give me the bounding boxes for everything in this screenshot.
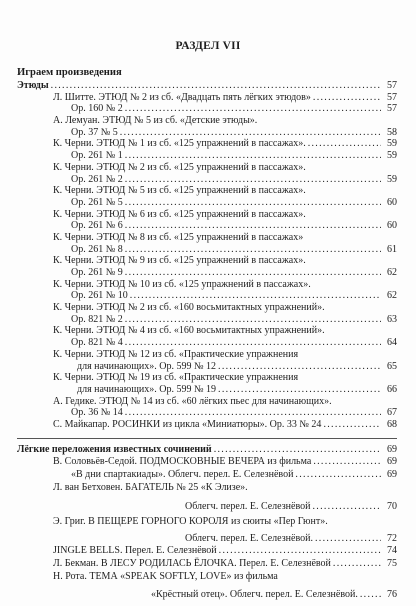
- toc-entry[interactable]: [17, 456, 397, 469]
- toc-entry[interactable]: [17, 545, 397, 558]
- arrangements-label: Лёгкие переложения известных сочинений: [17, 444, 212, 455]
- entry-text: Ор. 821 № 4: [71, 337, 123, 349]
- toc-entry[interactable]: [17, 528, 397, 545]
- page-number: 74: [387, 544, 397, 556]
- toc-entry[interactable]: [17, 92, 397, 104]
- entry-text: К. Черни. ЭТЮД № 10 из сб. «125 упражнений в пассажах».: [53, 278, 311, 290]
- page-number: 57: [387, 91, 397, 103]
- page-number: 57: [387, 80, 397, 91]
- toc-entry[interactable]: [17, 220, 397, 232]
- arrangements-heading-row[interactable]: [17, 444, 397, 456]
- page-number: 60: [387, 196, 397, 208]
- leader-dots: [315, 533, 381, 545]
- page-number: 57: [387, 103, 397, 115]
- entry-text: Ор. 37 № 5: [71, 126, 118, 138]
- entry-text: К. Черни. ЭТЮД № 4 из сб. «160 восьмитактных упражнений».: [53, 325, 325, 337]
- etudes-block: [17, 80, 397, 431]
- toc-entry[interactable]: [17, 337, 397, 349]
- page-number: 75: [387, 557, 397, 569]
- page-number: 69: [387, 468, 397, 480]
- toc-entry[interactable]: [17, 407, 397, 419]
- entry-text: Э. Григ. В ПЕЩЕРЕ ГОРНОГО КОРОЛЯ из сюиты «Пер Гюнт».: [53, 515, 328, 527]
- toc-entry[interactable]: [17, 495, 397, 513]
- toc-entry[interactable]: [17, 571, 397, 584]
- entry-text: К. Черни. ЭТЮД № 1 из сб. «125 упражнений в пассажах».: [53, 138, 306, 150]
- leader-dots: [125, 197, 381, 209]
- toc-entry[interactable]: [17, 209, 397, 221]
- toc-entry[interactable]: [17, 314, 397, 326]
- toc-entry[interactable]: [17, 267, 397, 279]
- toc-entry[interactable]: [17, 174, 397, 186]
- toc-entry[interactable]: [17, 469, 397, 482]
- toc-entry[interactable]: [17, 361, 397, 373]
- leader-dots: [125, 174, 381, 186]
- toc-entry[interactable]: [17, 115, 397, 127]
- entry-text: К. Черни. ЭТЮД № 6 из сб. «125 упражнений в пассажах».: [53, 208, 306, 220]
- etudes-heading-row[interactable]: [17, 80, 397, 92]
- leader-dots: [125, 407, 381, 419]
- toc-entry[interactable]: [17, 349, 397, 361]
- entry-text: Облегч. перел. Е. Селезнёвой.: [185, 532, 313, 544]
- leader-dots: [120, 127, 381, 139]
- arrangements-block: [17, 444, 397, 601]
- toc-entry[interactable]: [17, 255, 397, 267]
- page-number: 72: [387, 532, 397, 544]
- leader-dots: [214, 444, 381, 456]
- leader-dots: [125, 150, 381, 162]
- leader-dots: [218, 361, 381, 373]
- toc-entry[interactable]: [17, 150, 397, 162]
- leader-dots: [51, 80, 381, 92]
- entry-text: Ор. 160 № 2: [71, 103, 123, 115]
- leader-dots: [308, 138, 381, 150]
- entry-text: Н. Рота. ТЕМА «SPEAK SOFTLY, LOVE» из фильма: [53, 570, 278, 582]
- leader-dots: [295, 469, 381, 481]
- entry-text: А. Гедике. ЭТЮД № 14 из сб. «60 лёгких пьес для начинающих».: [53, 395, 332, 407]
- entry-text: Ор. 261 № 8: [71, 243, 123, 255]
- toc-entry[interactable]: [17, 290, 397, 302]
- entry-text: Ор. 261 № 6: [71, 220, 123, 232]
- leader-dots: [323, 419, 381, 431]
- entry-text: К. Черни. ЭТЮД № 9 из сб. «125 упражнений в пассажах».: [53, 255, 306, 267]
- entry-text: Ор. 261 № 1: [71, 150, 123, 162]
- entry-text: JINGLE BELLS. Перел. Е. Селезнёвой: [53, 544, 217, 556]
- entry-text: «Крёстный отец». Облегч. перел. Е. Селезнёвой.: [151, 588, 358, 600]
- entry-text: для начинающих». Ор. 599 № 12: [77, 360, 217, 372]
- toc-entry[interactable]: [17, 197, 397, 209]
- leader-dots: [125, 220, 381, 232]
- leader-dots: [125, 103, 381, 115]
- page-number: 76: [387, 588, 397, 600]
- leader-dots: [218, 384, 381, 396]
- page-number: 69: [387, 444, 397, 455]
- leader-dots: [125, 267, 381, 279]
- entry-text: С. Майкапар. РОСИНКИ из цикла «Миниатюры». Ор. 33 № 24: [53, 418, 322, 430]
- entry-text: Облегч. перел. Е. Селезнёвой: [185, 500, 311, 512]
- leader-dots: [312, 501, 381, 513]
- page-number: 62: [387, 290, 397, 302]
- page-number: 62: [387, 267, 397, 278]
- page-number: 61: [387, 243, 397, 255]
- section-title: РАЗДЕЛ VII: [175, 40, 241, 52]
- page-number: 67: [387, 407, 397, 419]
- page-number: 70: [387, 500, 397, 512]
- leader-dots: [125, 314, 381, 326]
- page-number: 63: [387, 313, 397, 325]
- leader-dots: [130, 290, 381, 302]
- toc-entry[interactable]: [17, 185, 397, 197]
- entry-text: Л. Шитте. ЭТЮД № 2 из сб. «Двадцать пять лёгких этюдов»: [53, 91, 311, 103]
- toc-entry[interactable]: [17, 138, 397, 150]
- entry-text: В. Соловьёв-Седой. ПОДМОСКОВНЫЕ ВЕЧЕРА из фильма: [53, 455, 312, 467]
- entry-text: К. Черни. ЭТЮД № 2 из сб. «160 восьмитактных упражнений».: [53, 302, 325, 314]
- entry-text: Ор. 261 № 5: [71, 196, 123, 208]
- page-number: 60: [387, 220, 397, 232]
- entry-text: Ор. 261 № 9: [71, 267, 123, 278]
- entry-text: К. Черни. ЭТЮД № 19 из сб. «Практические упражнения: [53, 372, 299, 384]
- toc-entry[interactable]: [17, 384, 397, 396]
- entry-text: «В дни спартакиады». Облегч. перел. Е. Селезнёвой: [71, 468, 294, 480]
- leader-dots: [313, 92, 381, 104]
- entry-text: К. Черни. ЭТЮД № 8 из сб. «125 упражнений в пассажах»: [53, 231, 304, 243]
- page-number: 68: [387, 418, 397, 430]
- toc-entry[interactable]: [17, 103, 397, 115]
- page-number: 65: [387, 360, 397, 372]
- leader-dots: [125, 337, 381, 349]
- leader-dots: [360, 589, 381, 601]
- toc-entry[interactable]: [17, 232, 397, 244]
- toc-entry[interactable]: [17, 325, 397, 337]
- section-divider: [17, 438, 397, 439]
- entry-text: для начинающих». Ор. 599 № 19: [77, 383, 217, 395]
- toc-entry[interactable]: [17, 302, 397, 314]
- entry-text: К. Черни. ЭТЮД № 12 из сб. «Практические упражнения: [53, 348, 299, 360]
- leader-dots: [125, 244, 381, 256]
- page-number: 59: [387, 173, 397, 185]
- leader-dots: [313, 456, 381, 468]
- page-number: 59: [387, 138, 397, 150]
- toc-entry[interactable]: [17, 513, 397, 528]
- toc-entry[interactable]: [17, 127, 397, 139]
- leader-dots: [219, 545, 381, 557]
- toc-entry[interactable]: [17, 558, 397, 571]
- page-number: 64: [387, 337, 397, 349]
- toc-entry[interactable]: [17, 244, 397, 256]
- entry-text: Ор. 36 № 14: [71, 407, 123, 419]
- entry-text: К. Черни. ЭТЮД № 2 из сб. «125 упражнений в пассажах».: [53, 161, 306, 173]
- etudes-label: Этюды: [17, 80, 49, 91]
- toc-entry[interactable]: [17, 372, 397, 384]
- page-number: 69: [387, 455, 397, 467]
- toc-entry[interactable]: [17, 279, 397, 291]
- toc-entry[interactable]: [17, 162, 397, 174]
- page-number: 66: [387, 383, 397, 395]
- entry-text: Л. Бекман. В ЛЕСУ РОДИЛАСЬ ЁЛОЧКА. Перел. Е. Селезнёвой: [53, 557, 331, 569]
- entry-text: Ор. 261 № 2: [71, 173, 123, 185]
- entry-text: Ор. 821 № 2: [71, 313, 123, 325]
- entry-text: Ор. 261 № 10: [71, 290, 128, 302]
- toc-entry[interactable]: [17, 419, 397, 431]
- entry-text: К. Черни. ЭТЮД № 5 из сб. «125 упражнений в пассажах».: [53, 185, 306, 197]
- section-heading: Играем произведения: [17, 67, 122, 78]
- toc-entry[interactable]: [17, 482, 397, 495]
- toc-entry[interactable]: [17, 584, 397, 601]
- toc-entry[interactable]: [17, 396, 397, 408]
- page-number: 59: [387, 150, 397, 162]
- entry-text: Л. ван Бетховен. БАГАТЕЛЬ № 25 «К Элизе».: [53, 481, 248, 493]
- entry-text: А. Лемуан. ЭТЮД № 5 из сб. «Детские этюды».: [53, 115, 258, 127]
- page-number: 58: [387, 126, 397, 138]
- leader-dots: [333, 558, 381, 570]
